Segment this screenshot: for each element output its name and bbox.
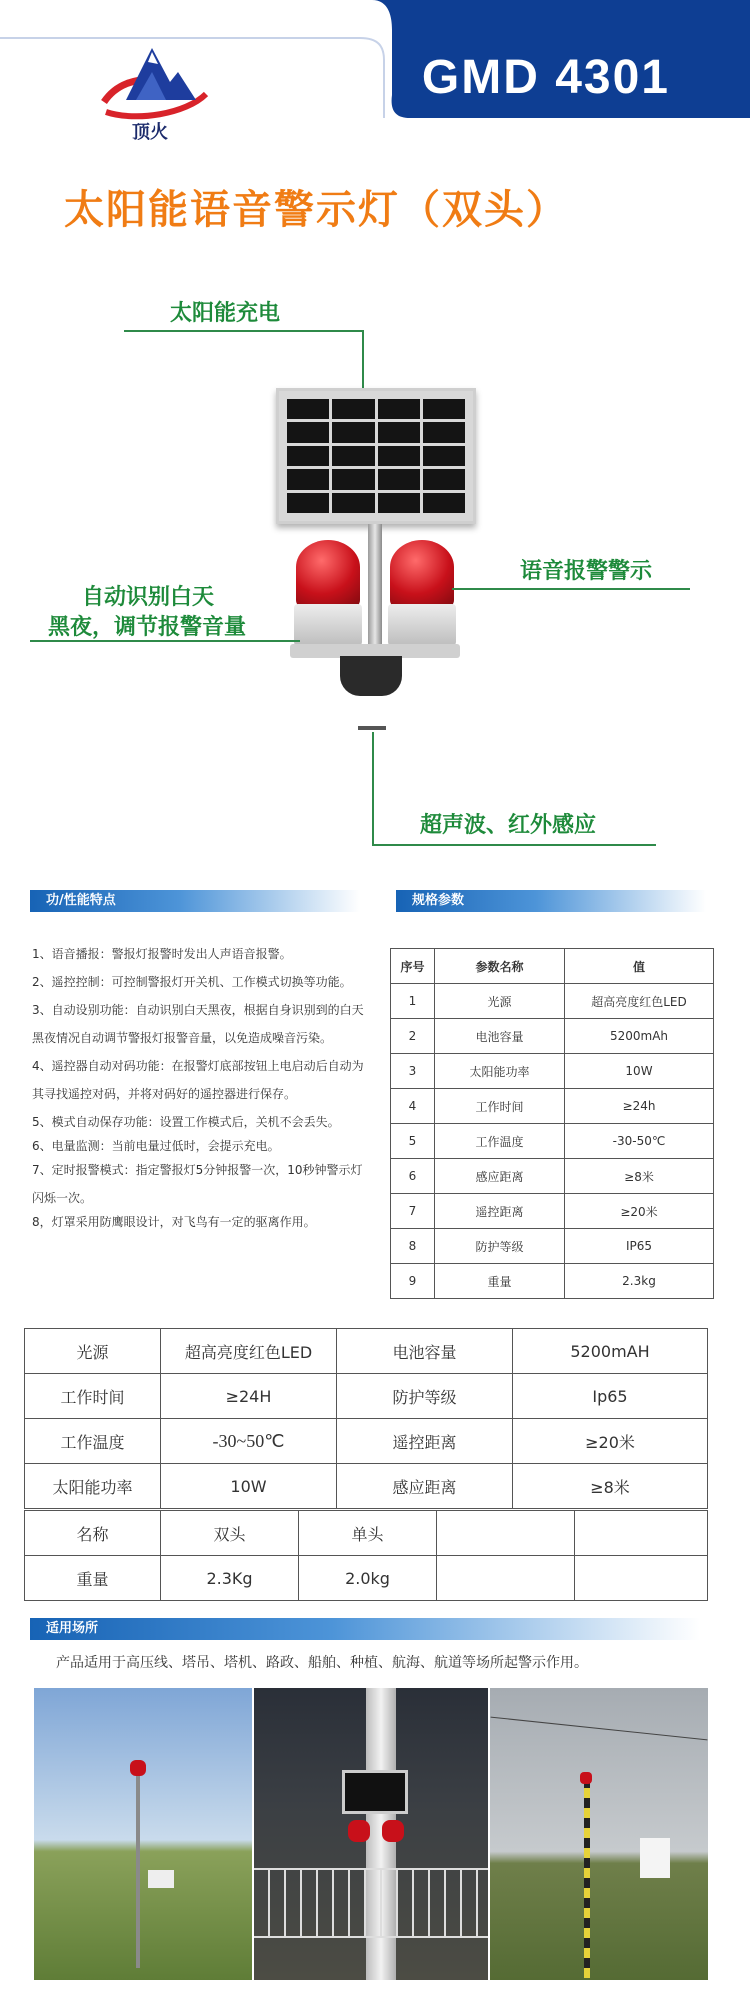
table-cell: 感应距离 (435, 1159, 565, 1194)
callout-line (30, 640, 300, 642)
table-row (25, 1329, 708, 1374)
table-cell: 5200mAh (565, 1019, 714, 1054)
table-cell (437, 1511, 575, 1556)
table-cell: 防护等级 (435, 1229, 565, 1264)
table-cell: 3 (391, 1054, 435, 1089)
callout-auto-2: 黑夜，调节报警音量 (48, 615, 247, 640)
table-cell: 2.3kg (565, 1264, 714, 1299)
pole (136, 1768, 140, 1968)
table-cell: Ip65 (513, 1374, 708, 1419)
table-cell: ≥20米 (513, 1419, 708, 1464)
callout-line (362, 330, 364, 390)
solar-panel (276, 388, 476, 524)
table-cell: 工作时间 (25, 1374, 161, 1419)
table-cell: 超高亮度红色LED (565, 984, 714, 1019)
table-cell (575, 1511, 708, 1556)
left-warning-lamp (296, 540, 360, 608)
table-row (25, 1464, 708, 1509)
table-cell: 10W (161, 1464, 337, 1509)
table-cell: 10W (565, 1054, 714, 1089)
callout-line (372, 844, 656, 846)
sensor (358, 726, 386, 730)
table-cell: 1 (391, 984, 435, 1019)
table-row (391, 1124, 714, 1159)
table-cell: 5200mAH (513, 1329, 708, 1374)
table-cell: 2 (391, 1019, 435, 1054)
table-cell: -30~50℃ (161, 1419, 337, 1464)
table-header-row (391, 949, 714, 984)
table-cell: 感应距离 (337, 1464, 513, 1509)
feature-item: 3、自动设别功能：自动识别白天黑夜，根据自身识别到的白天黑夜情况自动调节警报灯报警音量，以免造成噪音污染。 (32, 1003, 364, 1045)
table-cell: ≥24h (565, 1089, 714, 1124)
brand-name: 顶火 (132, 122, 168, 143)
callout-line (452, 588, 690, 590)
table-cell: 工作温度 (25, 1419, 161, 1464)
table-cell (575, 1556, 708, 1601)
table-cell: 工作时间 (435, 1089, 565, 1124)
table-cell: 遥控距离 (435, 1194, 565, 1229)
feature-item: 5、模式自动保存功能：设置工作模式后，关机不会丢失。 (32, 1115, 340, 1129)
usage-header: 适用场所 (30, 1618, 700, 1640)
solar-panel (342, 1770, 408, 1814)
table-cell: IP65 (565, 1229, 714, 1264)
callout-voice: 语音报警警示 (520, 559, 653, 584)
table-cell: 重量 (435, 1264, 565, 1299)
table-cell: ≥24H (161, 1374, 337, 1419)
table-cell: ≥8米 (565, 1159, 714, 1194)
features-list (32, 940, 368, 1232)
table-row (25, 1511, 708, 1556)
right-warning-lamp (390, 540, 454, 608)
photo-field (34, 1688, 252, 1980)
feature-item: 4、遥控器自动对码功能：在报警灯底部按钮上电启动后自动为其寻找遥控对码，并将对码好的遥控器进行保存。 (32, 1059, 364, 1101)
table-row (391, 1264, 714, 1299)
warning-lamp (130, 1760, 146, 1776)
warning-lamp (382, 1820, 404, 1842)
model-number: GMD 4301 (421, 51, 670, 104)
warning-lamp (580, 1772, 592, 1784)
table-cell: 单头 (299, 1511, 437, 1556)
table-header: 序号 (391, 949, 435, 984)
table-cell: -30-50℃ (565, 1124, 714, 1159)
table-cell: 电池容量 (337, 1329, 513, 1374)
table-cell: 防护等级 (337, 1374, 513, 1419)
table-cell: 双头 (161, 1511, 299, 1556)
photo-night (254, 1688, 488, 1980)
warning-lamp (348, 1820, 370, 1842)
right-lamp-base (388, 604, 456, 646)
page-title: 太阳能语音警示灯（双头） (64, 187, 568, 233)
table-cell: 光源 (435, 984, 565, 1019)
table-cell: 工作温度 (435, 1124, 565, 1159)
table-cell: 遥控距离 (337, 1419, 513, 1464)
table-row (25, 1419, 708, 1464)
spec-header: 规格参数 (396, 890, 706, 912)
sign-board (148, 1870, 174, 1888)
table-cell: 9 (391, 1264, 435, 1299)
table-cell: 超高亮度红色LED (161, 1329, 337, 1374)
brand-logo (96, 42, 212, 122)
table-cell (437, 1556, 575, 1601)
table-header: 值 (565, 949, 714, 984)
table-cell: ≥20米 (565, 1194, 714, 1229)
table-row (391, 1159, 714, 1194)
table-cell: ≥8米 (513, 1464, 708, 1509)
table-cell: 电池容量 (435, 1019, 565, 1054)
table-row (391, 1194, 714, 1229)
table-row (25, 1374, 708, 1419)
feature-item: 6、电量监测：当前电量过低时，会提示充电。 (32, 1139, 280, 1153)
photo-power-line (490, 1688, 708, 1980)
table-cell: 名称 (25, 1511, 161, 1556)
feature-item: 8，灯罩采用防鹰眼设计，对飞鸟有一定的驱离作用。 (32, 1215, 316, 1229)
table-row (391, 984, 714, 1019)
power-line (491, 1717, 708, 1741)
callout-line (124, 330, 364, 332)
table-row (391, 1229, 714, 1264)
feature-item: 7、定时报警模式：指定警报灯5分钟报警一次，10秒钟警示灯闪烁一次。 (32, 1163, 363, 1205)
table-cell: 太阳能功率 (25, 1464, 161, 1509)
left-lamp-base (294, 604, 362, 646)
pole (584, 1778, 590, 1978)
fence (254, 1868, 488, 1938)
callout-sensor: 超声波、红外感应 (420, 813, 597, 838)
table-cell: 重量 (25, 1556, 161, 1601)
feature-item: 1、语音播报：警报灯报警时发出人声语音报警。 (32, 947, 292, 961)
table-row (391, 1089, 714, 1124)
callout-auto-1: 自动识别白天 (82, 585, 215, 610)
table-cell: 6 (391, 1159, 435, 1194)
callout-solar: 太阳能充电 (170, 301, 281, 326)
table-row (391, 1054, 714, 1089)
usage-text: 产品适用于高压线、塔吊、塔机、路政、船舶、种植、航海、航道等场所起警示作用。 (56, 1655, 588, 1671)
table-cell: 2.0kg (299, 1556, 437, 1601)
weight-table (24, 1510, 708, 1601)
table-cell: 5 (391, 1124, 435, 1159)
table-cell: 2.3Kg (161, 1556, 299, 1601)
speaker-unit (340, 656, 402, 696)
callout-line (372, 732, 374, 844)
table-cell: 太阳能功率 (435, 1054, 565, 1089)
table-cell: 7 (391, 1194, 435, 1229)
table-cell: 4 (391, 1089, 435, 1124)
summary-table (24, 1328, 708, 1509)
table-cell: 光源 (25, 1329, 161, 1374)
table-cell: 8 (391, 1229, 435, 1264)
sign-board (640, 1838, 670, 1878)
table-row (25, 1556, 708, 1601)
table-row (391, 1019, 714, 1054)
features-header: 功/性能特点 (30, 890, 360, 912)
spec-table (390, 948, 714, 1299)
feature-item: 2、遥控控制：可控制警报灯开关机、工作模式切换等功能。 (32, 975, 352, 989)
table-header: 参数名称 (435, 949, 565, 984)
